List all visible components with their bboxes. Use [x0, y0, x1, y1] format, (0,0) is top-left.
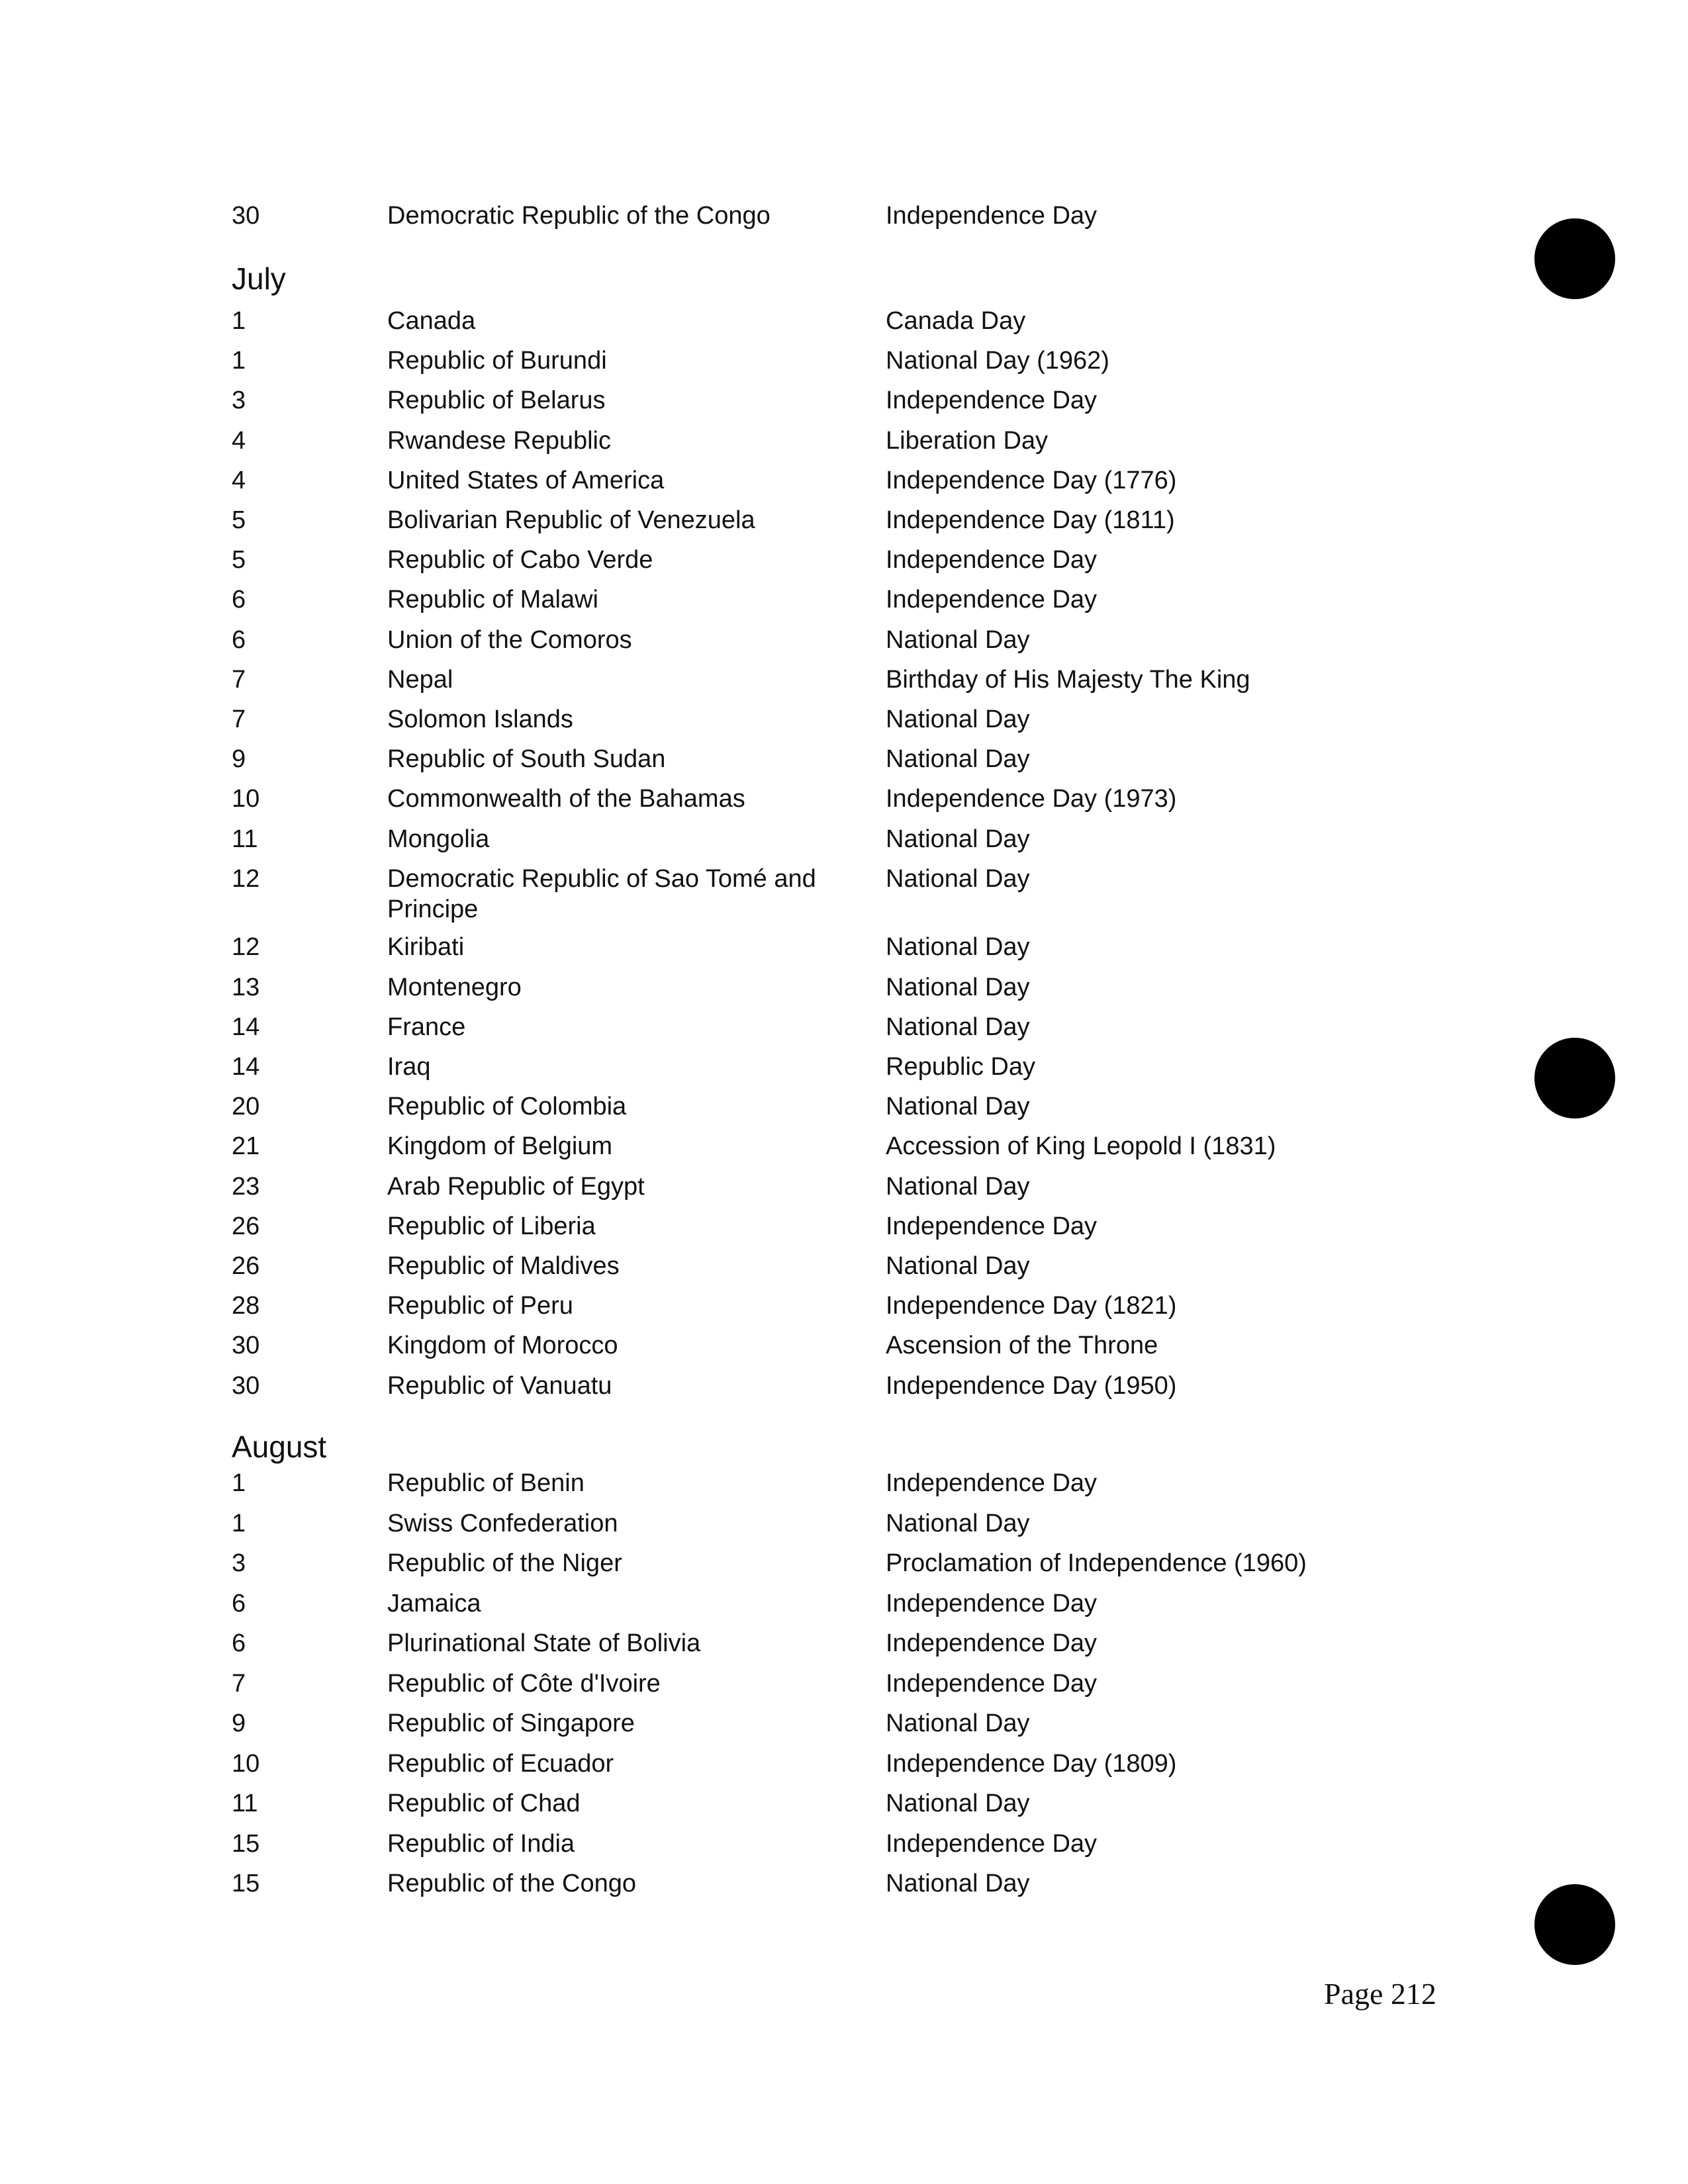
list-item [0, 1868, 1688, 1908]
entry-occasion: National Day [886, 1870, 1030, 1897]
entry-day: 30 [232, 1332, 260, 1360]
entry-country: Bolivarian Republic of Venezuela [387, 506, 755, 534]
list-item [0, 1749, 1688, 1788]
entry-day: 7 [232, 1669, 246, 1698]
list-item [0, 1012, 1688, 1052]
entry-day: 3 [232, 387, 246, 415]
list-item [0, 1829, 1688, 1868]
hole-punch-mark [1534, 218, 1615, 299]
entry-day: 3 [232, 1549, 246, 1577]
list-item [0, 1708, 1688, 1748]
list-item [0, 1171, 1688, 1211]
entry-day: 4 [232, 466, 246, 494]
entry-day: 15 [232, 1870, 260, 1897]
entry-country: Mongolia [387, 825, 490, 853]
list-item [0, 426, 1688, 465]
list-item [0, 1211, 1688, 1251]
list-item [0, 1251, 1688, 1291]
entry-occasion: National Day [886, 1509, 1030, 1537]
entry-occasion: Republic Day [886, 1052, 1035, 1081]
entry-occasion: National Day [886, 1013, 1030, 1041]
entry-day: 14 [232, 1052, 260, 1081]
list-item [0, 1371, 1688, 1410]
entry-occasion: Independence Day [886, 1212, 1098, 1240]
list-item [0, 1131, 1688, 1171]
entry-occasion: Independence Day [886, 202, 1098, 230]
entry-country: Democratic Republic of the Congo [387, 202, 771, 230]
entry-occasion: National Day [886, 745, 1030, 774]
list-item [0, 1588, 1688, 1628]
entry-country: Canada [387, 307, 476, 335]
list-item [0, 385, 1688, 425]
entry-country: Commonwealth of the Bahamas [387, 785, 745, 813]
entry-occasion: Independence Day (1809) [886, 1749, 1177, 1778]
list-item [0, 744, 1688, 784]
entry-day: 13 [232, 973, 260, 1001]
entry-occasion: Liberation Day [886, 426, 1049, 455]
entry-occasion: Independence Day (1811) [886, 506, 1175, 534]
month-heading-august: August [232, 1430, 327, 1464]
hole-punch-mark [1534, 1038, 1615, 1118]
entry-country: Solomon Islands [387, 705, 573, 733]
list-item [0, 664, 1688, 704]
entry-occasion: National Day [886, 705, 1030, 733]
list-item [0, 1548, 1688, 1588]
entry-country: Republic of Singapore [387, 1709, 635, 1737]
entry-country: Democratic Republic of Sao Tomé and Principe [387, 864, 816, 923]
list-item [0, 1052, 1688, 1091]
entry-day: 1 [232, 347, 246, 375]
list-item [0, 824, 1688, 864]
entry-day: 6 [232, 1629, 246, 1657]
entry-day: 26 [232, 1212, 260, 1240]
entry-country: Republic of Colombia [387, 1093, 627, 1121]
entry-day: 11 [232, 1790, 258, 1817]
list-item [0, 1788, 1688, 1828]
entry-country: Republic of Côte d'Ivoire [387, 1669, 661, 1698]
list-item [0, 345, 1688, 385]
entry-occasion: National Day [886, 864, 1030, 893]
entry-country: Republic of Liberia [387, 1212, 596, 1240]
list-item [0, 1330, 1688, 1370]
entry-occasion: Independence Day [886, 1829, 1098, 1858]
entry-day: 30 [232, 202, 260, 230]
entry-country: Iraq [387, 1052, 431, 1081]
entry-occasion: National Day [886, 1790, 1030, 1817]
entry-day: 30 [232, 1371, 260, 1400]
entry-country: Nepal [387, 665, 453, 694]
entry-country: Republic of Ecuador [387, 1749, 614, 1778]
entry-day: 5 [232, 506, 246, 534]
entry-occasion: National Day [886, 1172, 1030, 1201]
entry-day: 9 [232, 745, 246, 774]
entry-day: 7 [232, 665, 246, 694]
entry-day: 12 [232, 864, 260, 893]
list-item [0, 625, 1688, 664]
entry-country: Republic of Peru [387, 1292, 573, 1320]
entry-country: Republic of India [387, 1829, 575, 1858]
entry-day: 28 [232, 1292, 260, 1320]
entry-country: Kingdom of Morocco [387, 1332, 618, 1360]
entry-country: Republic of Cabo Verde [387, 546, 653, 574]
entry-country: Swiss Confederation [387, 1509, 618, 1537]
entry-country: Arab Republic of Egypt [387, 1172, 645, 1201]
entry-day: 26 [232, 1251, 260, 1280]
list-item [0, 1668, 1688, 1708]
entry-occasion: National Day [886, 1709, 1030, 1737]
list-item [0, 972, 1688, 1012]
entry-country: Republic of Belarus [387, 387, 606, 415]
list-item [0, 545, 1688, 584]
lead-entry-row [0, 201, 1688, 240]
entry-country: Kiribati [387, 933, 465, 962]
entry-occasion: Independence Day [886, 387, 1098, 415]
entry-occasion: National Day [886, 825, 1030, 853]
month-heading-july: July [232, 261, 286, 296]
entry-occasion: Independence Day (1776) [886, 466, 1177, 494]
entry-day: 10 [232, 1749, 260, 1778]
entry-day: 4 [232, 426, 246, 455]
entry-country: Republic of Burundi [387, 347, 607, 375]
entry-day: 5 [232, 546, 246, 574]
entry-day: 1 [232, 1509, 246, 1537]
entry-day: 10 [232, 785, 260, 813]
entry-occasion: Independence Day [886, 1469, 1098, 1497]
entry-occasion: Independence Day (1950) [886, 1371, 1177, 1400]
entry-day: 6 [232, 625, 246, 654]
entry-day: 14 [232, 1013, 260, 1041]
entry-day: 7 [232, 705, 246, 733]
entry-day: 21 [232, 1132, 260, 1161]
entry-occasion: Birthday of His Majesty The King [886, 665, 1250, 694]
entry-day: 1 [232, 1469, 246, 1497]
entry-occasion: Accession of King Leopold I (1831) [886, 1132, 1276, 1161]
list-item [0, 704, 1688, 744]
entry-occasion: Canada Day [886, 307, 1026, 335]
entry-country: Republic of Chad [387, 1790, 581, 1817]
entry-country: Republic of Benin [387, 1469, 585, 1497]
entry-country: Republic of the Congo [387, 1870, 637, 1897]
entry-day: 9 [232, 1709, 246, 1737]
entry-occasion: National Day [886, 625, 1030, 654]
entry-day: 23 [232, 1172, 260, 1201]
entry-occasion: National Day [886, 1093, 1030, 1121]
list-item [0, 1091, 1688, 1131]
entry-country: Republic of Malawi [387, 586, 598, 614]
entry-occasion: National Day [886, 933, 1030, 962]
page-number: Page 212 [1324, 1977, 1436, 2011]
entry-day: 11 [232, 825, 258, 853]
entry-day: 6 [232, 586, 246, 614]
entry-day: 20 [232, 1093, 260, 1121]
entry-country: Republic of Vanuatu [387, 1371, 612, 1400]
entry-occasion: Independence Day [886, 546, 1098, 574]
entry-occasion: Ascension of the Throne [886, 1332, 1158, 1360]
entry-occasion: Independence Day [886, 1589, 1098, 1617]
entry-country: Republic of Maldives [387, 1251, 620, 1280]
entry-occasion: Proclamation of Independence (1960) [886, 1549, 1307, 1577]
list-item [0, 1291, 1688, 1330]
list-item [0, 932, 1688, 972]
entry-day: 6 [232, 1589, 246, 1617]
list-item [0, 465, 1688, 505]
list-item [0, 864, 1688, 923]
entry-occasion: Independence Day [886, 1629, 1098, 1657]
list-item [0, 1468, 1688, 1508]
entry-country: Montenegro [387, 973, 522, 1001]
list-item [0, 1628, 1688, 1668]
entry-occasion: Independence Day (1821) [886, 1292, 1177, 1320]
entry-country: France [387, 1013, 466, 1041]
hole-punch-mark [1534, 1884, 1615, 1965]
entry-day: 12 [232, 933, 260, 962]
entry-country: United States of America [387, 466, 665, 494]
entry-day: 15 [232, 1829, 260, 1858]
entry-occasion: National Day (1962) [886, 347, 1109, 375]
list-item [0, 1508, 1688, 1548]
entry-occasion: National Day [886, 973, 1030, 1001]
entry-occasion: Independence Day [886, 586, 1098, 614]
entry-country: Kingdom of Belgium [387, 1132, 613, 1161]
list-item [0, 505, 1688, 545]
entry-country: Plurinational State of Bolivia [387, 1629, 701, 1657]
entry-country: Jamaica [387, 1589, 481, 1617]
entry-occasion: Independence Day (1973) [886, 785, 1177, 813]
entry-country: Republic of the Niger [387, 1549, 622, 1577]
list-item [0, 584, 1688, 624]
entry-occasion: National Day [886, 1251, 1030, 1280]
entry-occasion: Independence Day [886, 1669, 1098, 1698]
list-item [0, 306, 1688, 345]
entry-country: Rwandese Republic [387, 426, 611, 455]
entry-country: Republic of South Sudan [387, 745, 666, 774]
list-item [0, 784, 1688, 823]
entry-day: 1 [232, 307, 246, 335]
entry-country: Union of the Comoros [387, 625, 632, 654]
